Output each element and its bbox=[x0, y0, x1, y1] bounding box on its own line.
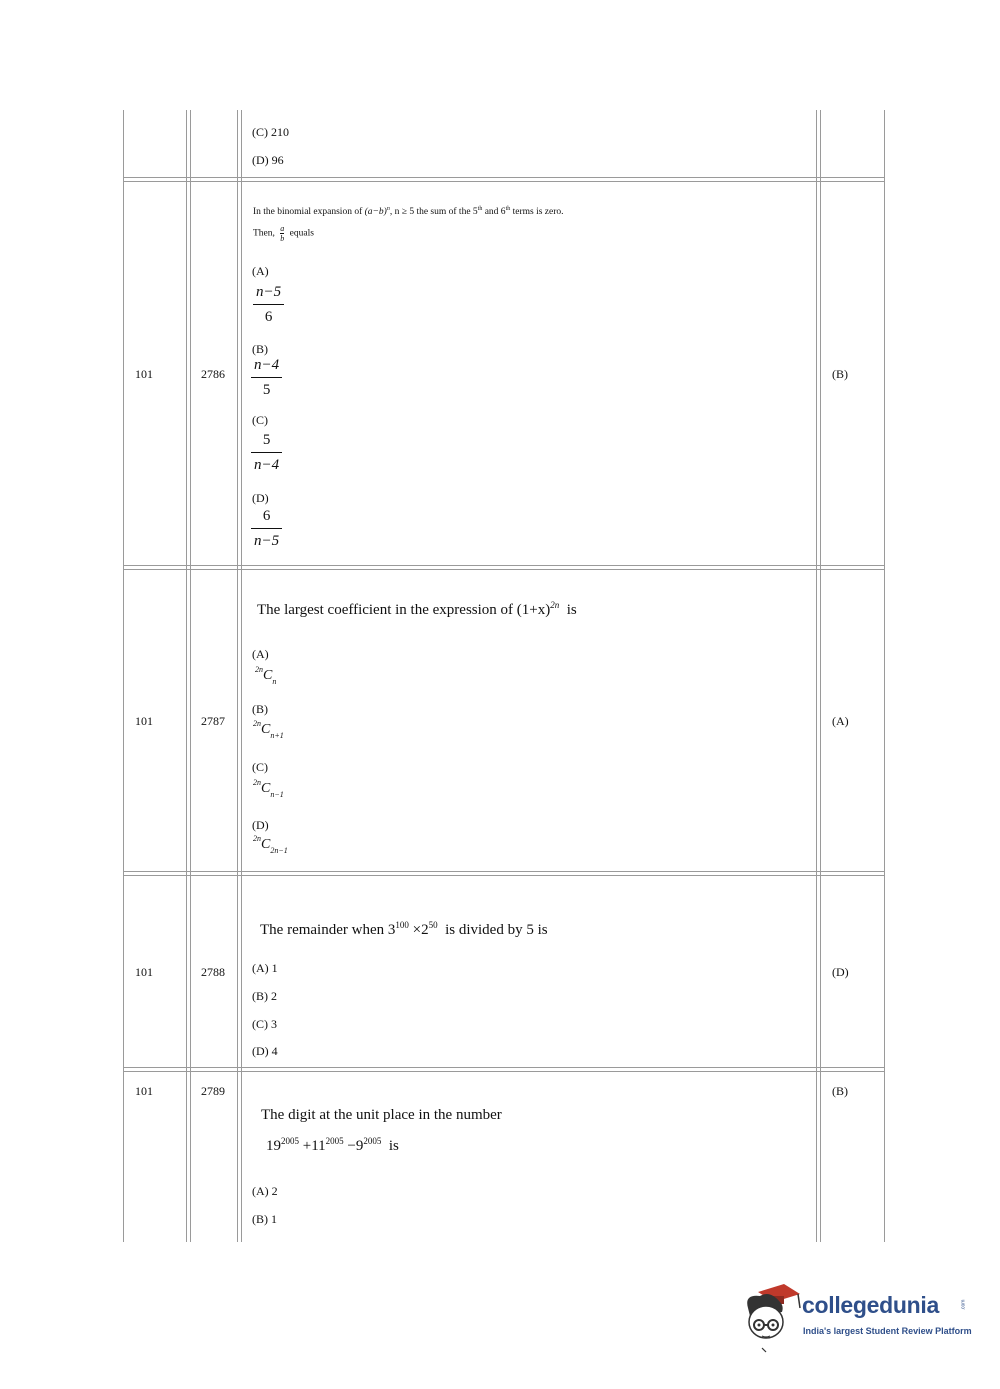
logo-wordmark: collegedunia bbox=[802, 1292, 939, 1318]
fraction: n−5 6 bbox=[253, 283, 284, 326]
option-c: (C) 3 bbox=[252, 1017, 277, 1031]
logo-tagline: India's largest Student Review Platform bbox=[803, 1326, 972, 1336]
table-cell-code: 101 bbox=[135, 1084, 153, 1098]
table-border-right bbox=[884, 110, 885, 1242]
table-cell-answer: (B) bbox=[832, 367, 848, 381]
student-mascot-icon bbox=[740, 1282, 804, 1354]
option-a: (A) 1 bbox=[252, 961, 278, 975]
option-a: (A) 2 bbox=[252, 1184, 278, 1198]
question-text: In the binomial expansion of $(a-b)^n$, n ≥ 5 the sum of the 5th and 6th terms is zero. bbox=[253, 206, 564, 218]
option-c: (C) 210 bbox=[252, 125, 289, 139]
option-label: (B) bbox=[252, 342, 268, 356]
fraction: 6 n−5 bbox=[251, 507, 282, 550]
collegedunia-logo bbox=[740, 1282, 970, 1354]
option-label: (C) bbox=[252, 760, 268, 774]
table-cell-answer: (D) bbox=[832, 965, 849, 979]
option-label: (D) bbox=[252, 818, 269, 832]
option-b: (B) 1 bbox=[252, 1212, 277, 1226]
row-separator bbox=[123, 177, 885, 182]
question-text: The remainder when $3^{100} \times 2^{50}$ is divided by 5 is bbox=[260, 920, 548, 938]
logo-domain-suffix: .com bbox=[960, 1299, 967, 1311]
binomial-coefficient: $^{2n}C_{n-1}$ bbox=[253, 778, 284, 799]
option-label: (A) bbox=[252, 647, 269, 661]
fraction: $\frac{a}{b}$ bbox=[280, 224, 285, 243]
question-expression: $19^{2005} +11^{2005} -9^{2005}$ is bbox=[266, 1136, 399, 1154]
option-d: (D) 4 bbox=[252, 1044, 278, 1058]
binomial-coefficient: $^{2n}C_{2n-1}$ bbox=[253, 834, 288, 855]
option-label: (A) bbox=[252, 264, 269, 278]
binomial-coefficient: $^{2n}C_n$ bbox=[255, 665, 277, 686]
fraction: 5 n−4 bbox=[251, 431, 282, 474]
table-cell-code: 101 bbox=[135, 367, 153, 381]
table-divider-answer bbox=[816, 110, 821, 1242]
table-border-left bbox=[123, 110, 124, 1242]
row-separator bbox=[123, 871, 885, 876]
row-separator bbox=[123, 565, 885, 570]
binomial-coefficient: $^{2n}C_{n+1}$ bbox=[253, 719, 284, 740]
table-cell-code: 101 bbox=[135, 714, 153, 728]
table-divider-qid bbox=[237, 110, 242, 1242]
table-cell-answer: (B) bbox=[832, 1084, 848, 1098]
row-separator bbox=[123, 1067, 885, 1072]
table-cell-qid: 2789 bbox=[201, 1084, 225, 1098]
option-d: (D) 96 bbox=[252, 153, 284, 167]
table-cell-qid: 2787 bbox=[201, 714, 225, 728]
question-text: The largest coefficient in the expression of $(1+x)^{2n}$ is bbox=[257, 600, 577, 618]
option-label: (B) bbox=[252, 702, 268, 716]
fraction: n−4 5 bbox=[251, 356, 282, 399]
table-cell-code: 101 bbox=[135, 965, 153, 979]
table-cell-qid: 2788 bbox=[201, 965, 225, 979]
option-label: (C) bbox=[252, 413, 268, 427]
option-label: (D) bbox=[252, 491, 269, 505]
option-b: (B) 2 bbox=[252, 989, 277, 1003]
table-cell-qid: 2786 bbox=[201, 367, 225, 381]
table-cell-answer: (A) bbox=[832, 714, 849, 728]
question-text-line2: Then, $\frac{a}{b}$ equals bbox=[253, 224, 314, 243]
table-divider-code bbox=[186, 110, 191, 1242]
question-text: The digit at the unit place in the number bbox=[261, 1107, 502, 1123]
